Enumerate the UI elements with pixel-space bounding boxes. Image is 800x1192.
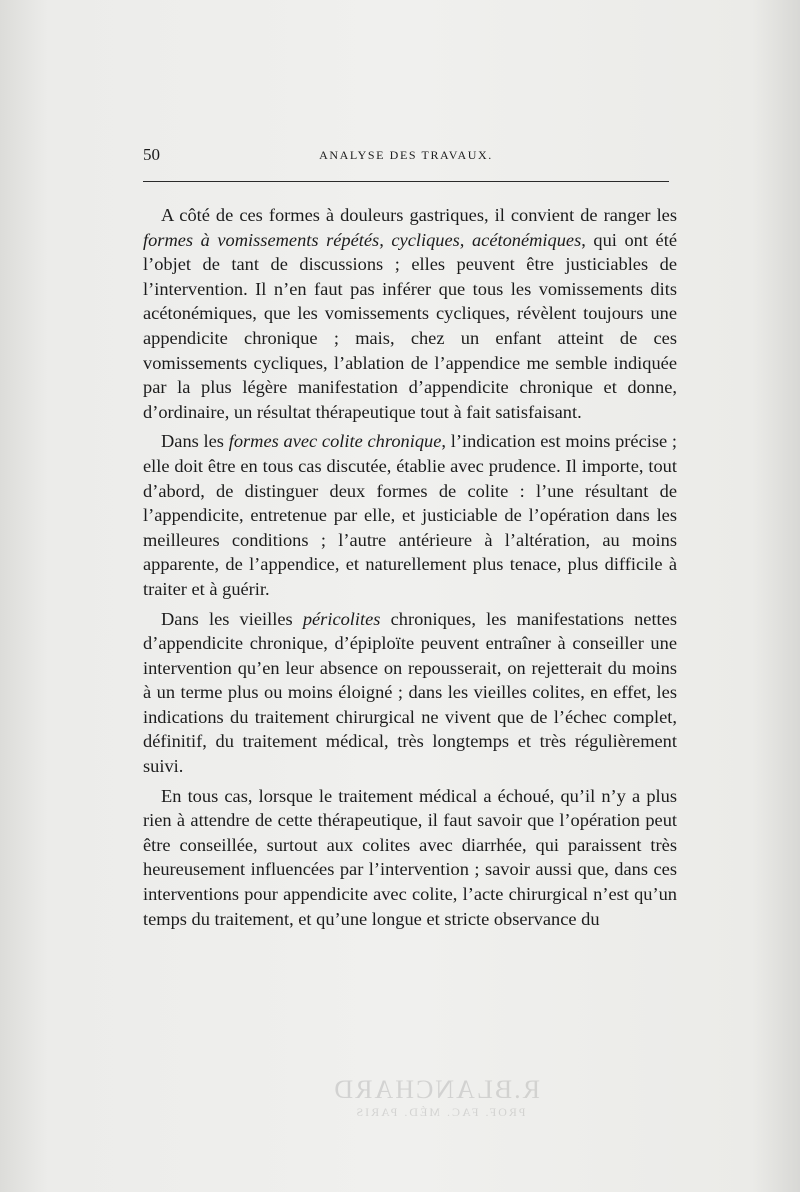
page-header (143, 145, 669, 169)
italic-segment: formes avec colite chronique (228, 431, 442, 452)
text-segment: , qui ont été l’objet de tant de discussions ; elles peuvent être justiciables de l’intervention. Il n’en faut pas inférer que tous les vomissements dits acétonémiques, que les vomissements cycliques, révèlent toujours une appendicite chronique ; mais, chez un enfant atteint de ces vomissements cycliques, l’ablation de l’appendice me semble indiquée par la plus légère manifestation d’appendicite chronique et donne, d’ordinaire, un résultat thérapeutique tout à fait satisfaisant. (143, 229, 677, 422)
text-segment: chroniques, les manifestations nettes d’appendicite chronique, d’épiploïte peuvent entraîner à conseiller une intervention qu’en leur absence on repousserait, on rejetterait du moins à un terme plus ou moins éloigné ; dans les vieilles colites, en effet, les indications du traitement chirurgical ne vivent que de l’échec complet, définitif, du traitement médical, très longtemps et très régulièrement suivi. (143, 608, 677, 777)
text-segment: En tous cas, lorsque le traitement médical a échoué, qu’il n’y a plus rien à attendre de cette thérapeutique, il faut savoir que l’opération peut être conseillée, surtout aux colites avec diarrhée, qui paraissent très heureusement influencées par l’intervention ; savoir aussi que, dans ces interventions pour appendicite avec colite, l’acte chirurgical n’est qu’un temps du traitement, et qu’une longue et stricte observance du (143, 785, 677, 929)
italic-segment: péricolites (302, 608, 381, 629)
text-segment: Dans les (161, 431, 229, 452)
body-text (143, 203, 677, 936)
bleed-through-stamp (332, 1075, 540, 1135)
stamp-line-2: PROF. FAC. MÉD. PARIS (354, 1105, 526, 1119)
running-title: ANALYSE DES TRAVAUX. (319, 148, 493, 162)
text-segment: Dans les vieilles (161, 608, 303, 629)
paragraph (143, 784, 677, 932)
paragraph (143, 429, 677, 601)
italic-segment: formes à vomissements répétés, cycliques, acétonémiques (143, 229, 582, 250)
text-segment: , l’indication est moins précise ; elle doit être en tous cas discutée, établie avec prudence. Il importe, tout d’abord, de distinguer deux formes de colite : l’une résultant de l’appendicite, entretenue par elle, et justiciable de l’opération dans les meilleures conditions ; l’autre antérieure à l’altération, au moins apparente, de l’appendice, et naturellement plus tenace, plus difficile à traiter et à guérir. (143, 431, 678, 599)
header-rule (143, 181, 669, 182)
page-number: 50 (143, 145, 160, 164)
paragraph (143, 203, 677, 424)
paragraph (143, 607, 677, 779)
text-segment: A côté de ces formes à douleurs gastriques, il convient de ranger les (161, 205, 677, 225)
stamp-line-1: R.BLANCHARD (332, 1075, 540, 1104)
